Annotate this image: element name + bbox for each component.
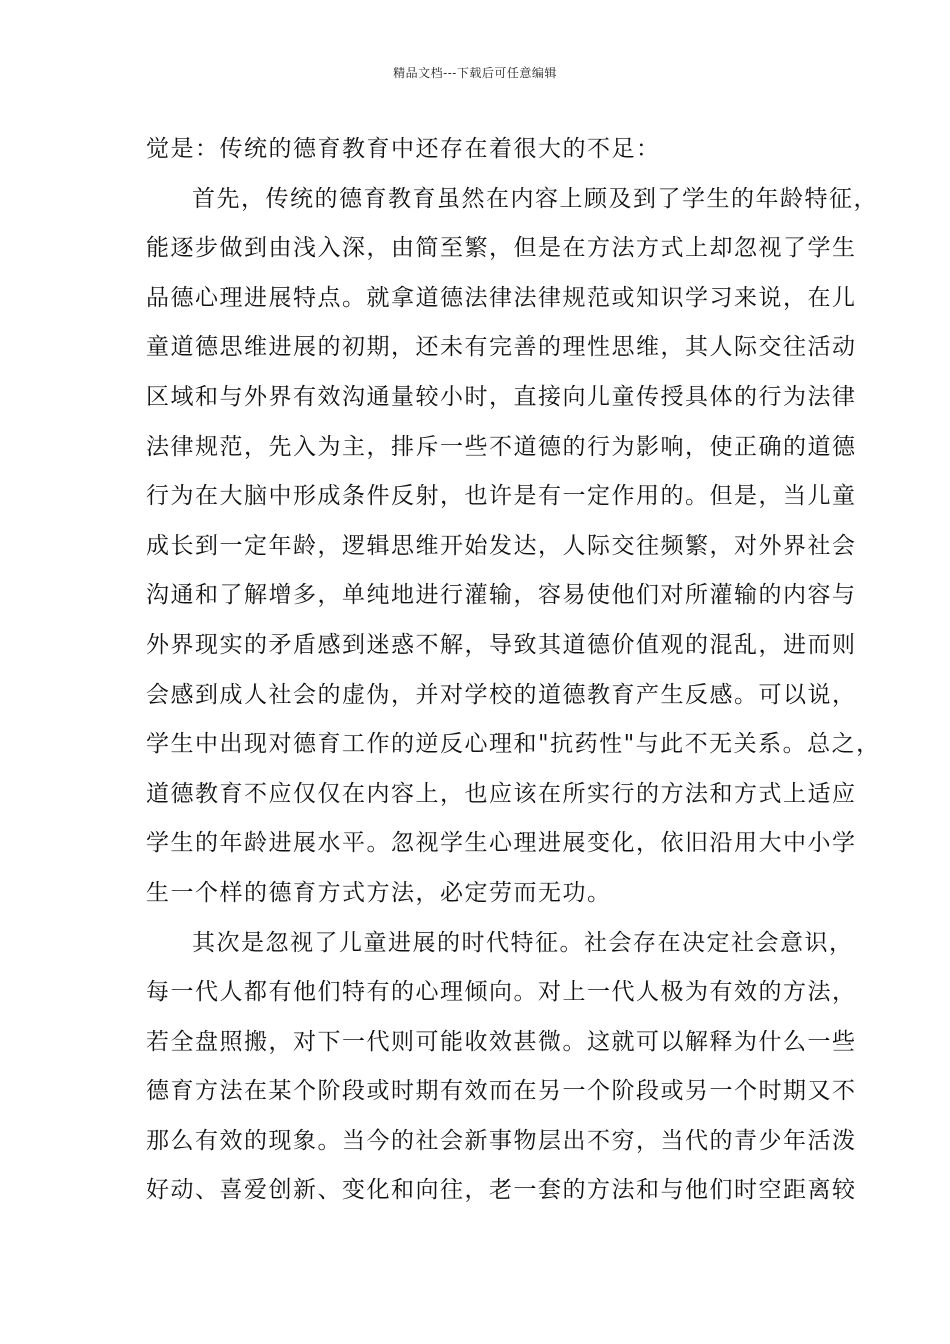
paragraph-line: 区域和与外界有效沟通量较小时，直接向儿童传授具体的行为法律 (146, 383, 857, 410)
paragraph-line: 能逐步做到由浅入深，由简至繁，但是在方法方式上却忽视了学生 (146, 235, 857, 262)
paragraph-line: 童道德思维进展的初期，还未有完善的理性思维，其人际交往活动 (146, 334, 857, 361)
paragraph-line: 每一代人都有他们特有的心理倾向。对上一代人极为有效的方法， (146, 979, 857, 1006)
paragraph-line: 法律规范，先入为主，排斥一些不道德的行为影响，使正确的道德 (146, 433, 857, 460)
paragraph-line: 学生的年龄进展水平。忽视学生心理进展变化，依旧沿用大中小学 (146, 830, 857, 857)
page-header: 精品文档---下载后可任意编辑 (393, 66, 557, 80)
paragraph-line: 外界现实的矛盾感到迷惑不解，导致其道德价值观的混乱，进而则 (146, 631, 857, 658)
paragraph-line: 生一个样的德育方式方法，必定劳而无功。 (146, 879, 612, 906)
paragraph-line: 学生中出现对德育工作的逆反心理和"抗药性"与此不无关系。总之， (146, 731, 881, 758)
paragraph-line: 品德心理进展特点。就拿道德法律法律规范或知识学习来说，在儿 (146, 284, 857, 311)
paragraph-line: 若全盘照搬，对下一代则可能收效甚微。这就可以解释为什么一些 (146, 1028, 857, 1055)
paragraph-line: 那么有效的现象。当今的社会新事物层出不穷，当代的青少年活泼 (146, 1127, 857, 1154)
paragraph-line: 道德教育不应仅仅在内容上，也应该在所实行的方法和方式上适应 (146, 780, 857, 807)
paragraph-line: 好动、喜爱创新、变化和向往，老一套的方法和与他们时空距离较 (146, 1177, 857, 1204)
document-body (146, 125, 881, 1216)
paragraph-line: 德育方法在某个阶段或时期有效而在另一个阶段或另一个时期又不 (146, 1078, 857, 1105)
paragraph-line: 首先，传统的德育教育虽然在内容上顾及到了学生的年龄特征， (192, 185, 878, 212)
paragraph-line: 行为在大脑中形成条件反射，也许是有一定作用的。但是，当儿童 (146, 483, 857, 510)
paragraph-line: 觉是：传统的德育教育中还存在着很大的不足： (146, 136, 661, 162)
paragraph-line: 沟通和了解增多，单纯地进行灌输，容易使他们对所灌输的内容与 (146, 582, 857, 609)
paragraph-line: 会感到成人社会的虚伪，并对学校的道德教育产生反感。可以说， (146, 681, 857, 708)
paragraph-line: 成长到一定年龄，逻辑思维开始发达，人际交往频繁，对外界社会 (146, 532, 857, 559)
paragraph-line: 其次是忽视了儿童进展的时代特征。社会存在决定社会意识， (192, 929, 854, 956)
